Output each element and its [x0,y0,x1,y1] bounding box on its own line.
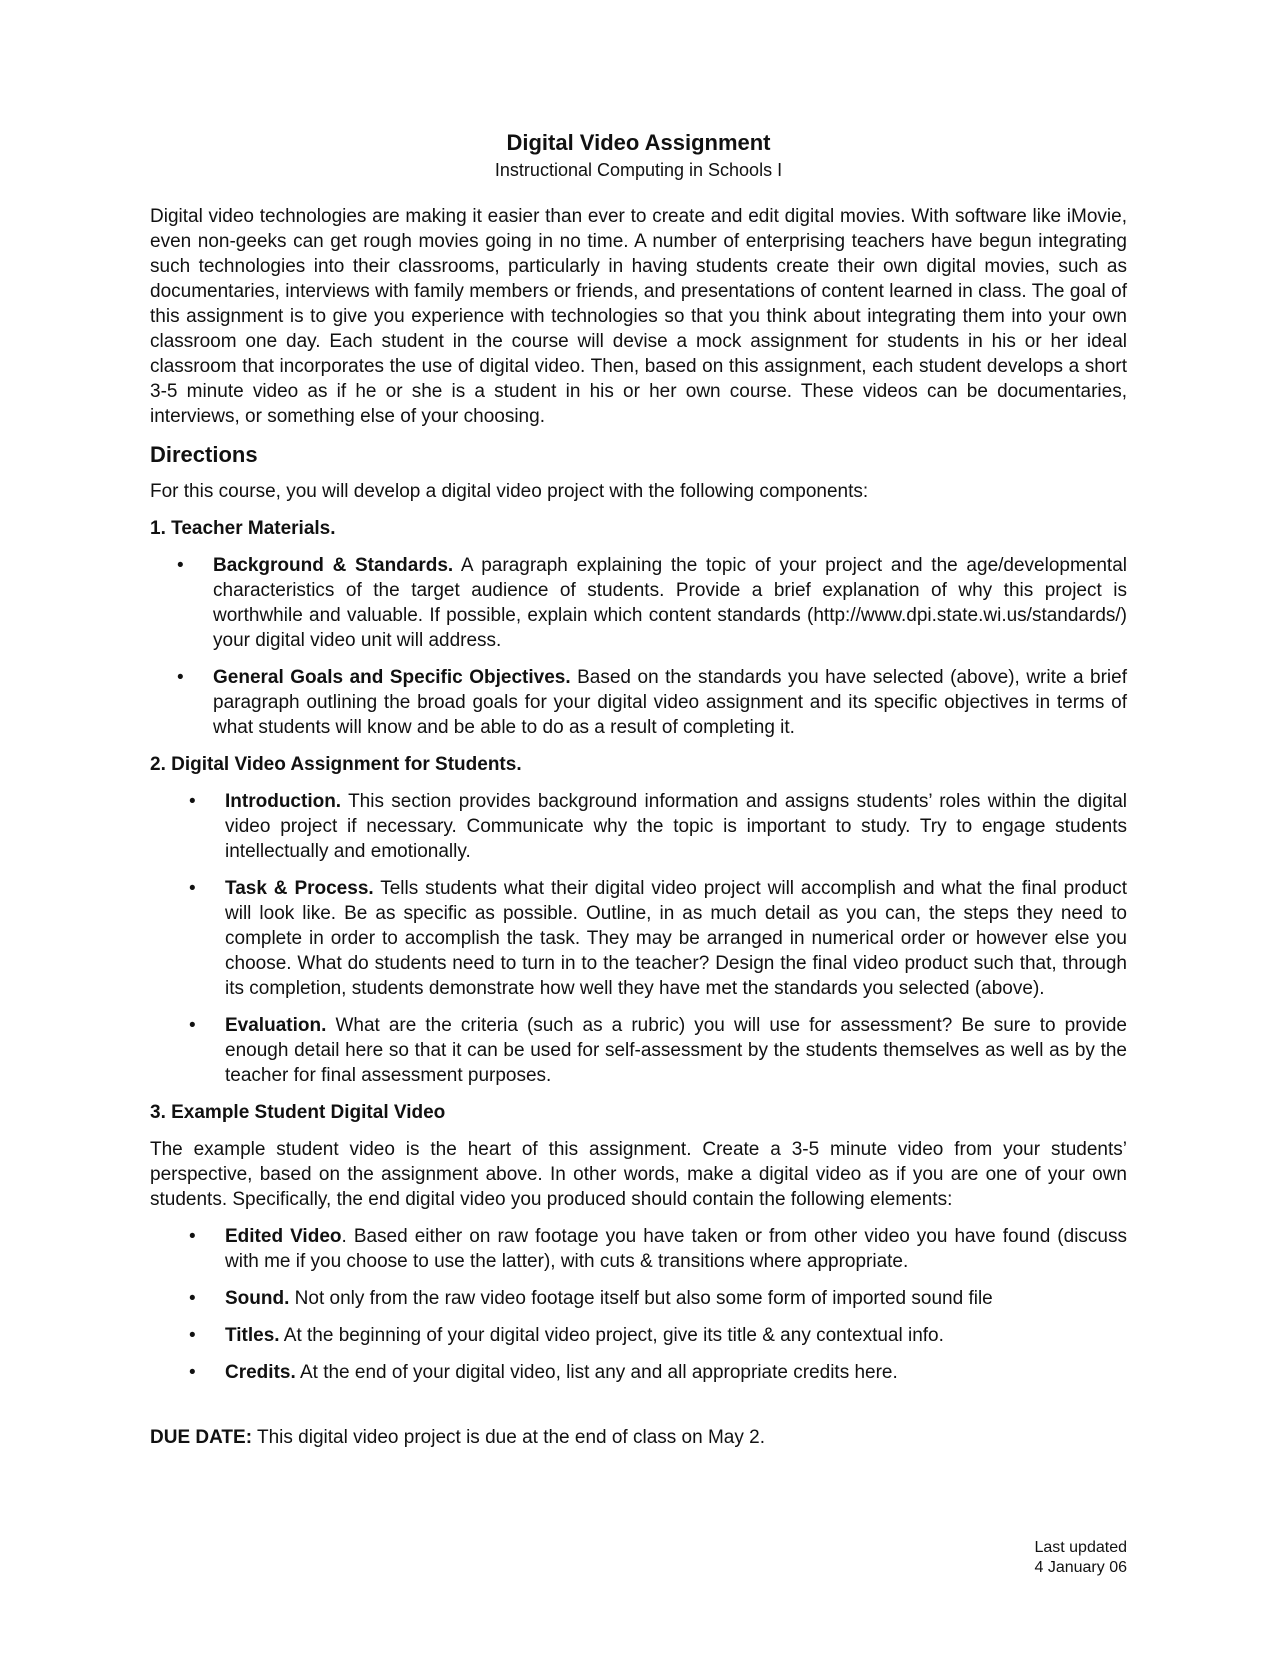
bullet-icon: • [189,791,196,812]
last-updated-date: 4 January 06 [1034,1559,1127,1576]
item-label: Edited Video [225,1226,342,1247]
item-label: Task & Process. [225,878,374,899]
item-text: At the end of your digital video, list any and all appropriate credits here. [295,1362,898,1383]
item-text: . Based either on raw footage you have taken or from other video you have found (discuss with me if you choose to use the latter), with cuts & transitions where appropriate. [225,1226,1127,1272]
video-elements-list [150,1224,1127,1385]
section-heading-example-video: 3. Example Student Digital Video [150,1102,446,1123]
list-item [150,1224,1127,1274]
list-item [150,1286,1127,1311]
list-item [150,789,1127,864]
student-assignment-list [150,789,1127,1088]
bullet-icon: • [189,1362,196,1383]
item-label: General Goals and Specific Objectives. [213,667,571,688]
last-updated-label: Last updated [1034,1539,1127,1556]
list-item [150,1360,1127,1385]
list-item [150,665,1127,740]
bullet-icon: • [189,1325,196,1346]
section-heading-teacher-materials: 1. Teacher Materials. [150,518,336,539]
bullet-icon: • [189,1226,196,1247]
list-item [150,1323,1127,1348]
list-item [150,1013,1127,1088]
bullet-icon: • [189,878,196,899]
directions-lead: For this course, you will develop a digital video project with the following components: [150,481,869,502]
example-video-paragraph: The example student video is the heart of this assignment. Create a 3-5 minute video from your students’ perspective, based on the assignment above. In other words, make a digital video as if you are one of your own students. Specifically, the end digital video you produced should contain the following elements: [150,1139,1127,1210]
due-date-label: DUE DATE: [150,1427,253,1448]
document-title: Digital Video Assignment [506,130,771,155]
section-heading-student-assignment: 2. Digital Video Assignment for Students. [150,754,522,775]
item-text: At the beginning of your digital video project, give its title & any contextual info. [279,1325,944,1346]
item-label: Background & Standards. [213,555,454,576]
directions-heading: Directions [150,442,258,467]
bullet-icon: • [177,555,184,576]
item-text: Based on the standards you have selected (above), write a brief paragraph outlining the broad goals for your digital video assignment and its specific objectives in terms of what students will know and be able to do as a result of completing it. [213,667,1127,738]
due-date-line [150,1425,1127,1450]
item-label: Evaluation. [225,1015,327,1036]
item-label: Introduction. [225,791,342,812]
item-label: Sound. [225,1288,290,1309]
bullet-icon: • [189,1288,196,1309]
item-text: Tells students what their digital video project will accomplish and what the final product will look like. Be as specific as possible. Outline, in as much detail as you can, the steps they need to complete in order to accomplish the task. They may be arranged in numerical order or however else you choose. What do students need to turn in to the teacher? Design the final video product such that, through its completion, students demonstrate how well they have met the standards you selected (above). [225,878,1127,999]
document-page [150,128,1127,1450]
document-subtitle: Instructional Computing in Schools I [494,160,783,180]
item-text: This section provides background information and assigns students’ roles within the digital video project if necessary. Communicate why the topic is important to study. Try to engage students intellectually and emotionally. [225,791,1127,862]
bullet-icon: • [189,1015,196,1036]
list-item [150,876,1127,1001]
item-label: Titles. [225,1325,280,1346]
bullet-icon: • [177,667,184,688]
last-updated-footer [1034,1538,1127,1578]
item-text: What are the criteria (such as a rubric) you will use for assessment? Be sure to provide enough detail here so that it can be used for self-assessment by the students themselves as well as by the teacher for final assessment purposes. [225,1015,1127,1086]
due-date-text: This digital video project is due at the end of class on May 2. [252,1427,765,1448]
teacher-materials-list [150,553,1127,740]
item-text: Not only from the raw video footage itself but also some form of imported sound file [289,1288,993,1309]
item-label: Credits. [225,1362,296,1383]
list-item [150,553,1127,653]
item-text: A paragraph explaining the topic of your project and the age/developmental characteristics of the target audience of students. Provide a brief explanation of why this project is worthwhile and valuable. If possible, explain which content standards (http://www.dpi.state.wi.us/standards/) your digital video unit will address. [213,555,1127,651]
intro-paragraph: Digital video technologies are making it easier than ever to create and edit digital movies. With software like iMovie, even non-geeks can get rough movies going in no time. A number of enterprising teachers have begun integrating such technologies into their classrooms, particularly in having students create their own digital movies, such as documentaries, interviews with family members or friends, and presentations of content learned in class. The goal of this assignment is to give you experience with technologies so that you think about integrating them into your own classroom one day. Each student in the course will devise a mock assignment for students in his or her ideal classroom that incorporates the use of digital video. Then, based on this assignment, each student develops a short 3-5 minute video as if he or she is a student in his or her own course. These videos can be documentaries, interviews, or something else of your choosing. [150,206,1127,427]
